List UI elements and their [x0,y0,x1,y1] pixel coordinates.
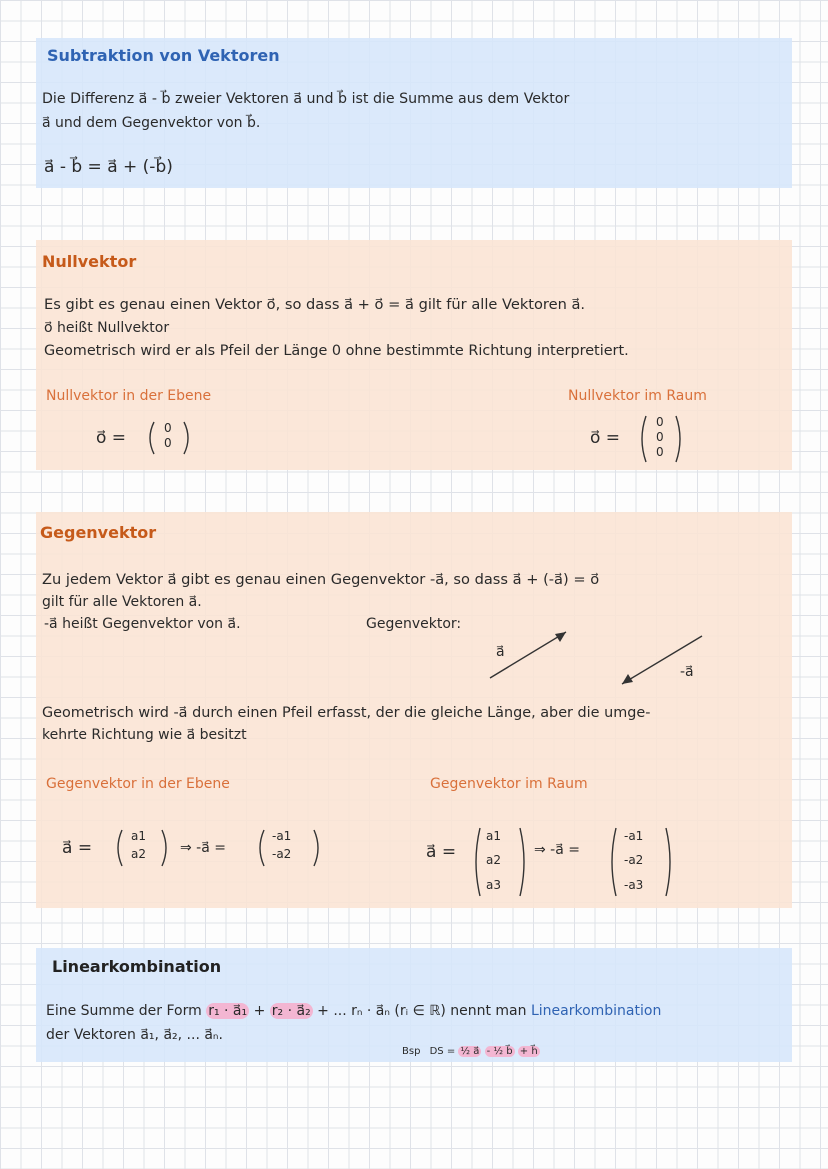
linear-line-2: der Vektoren a⃗₁, a⃗₂, ... a⃗ₙ. [46,1027,223,1043]
nullvektor-raum-zero-1: 0 [656,415,664,429]
nullvektor-line-2: o⃗ heißt Nullvektor [44,320,170,336]
linear-plus-1: + [253,1003,266,1019]
nullvektor-raum-zero-3: 0 [656,445,664,459]
gegenvektor-line-1: Zu jedem Vektor a⃗ gibt es genau einen Gegenvektor -a⃗, so dass a⃗ + (-a⃗) = o⃗ [42,571,600,588]
nullvektor-raum-label: Nullvektor im Raum [568,388,707,404]
linear-example-term-1: ½ a⃗ [460,1046,480,1057]
gegenvektor-title: Gegenvektor [40,523,157,542]
nullvektor-ebene-lhs: o⃗ = [96,428,127,448]
right-paren [314,830,318,866]
linear-term-2: r₂ · a⃗₂ [271,1003,311,1019]
right-paren [676,416,680,462]
linear-example-term-2: - ½ b⃗ [486,1046,513,1057]
subtraktion-line-1: Die Differenz a⃗ - b⃗ zweier Vektoren a⃗ und b⃗ ist die Summe aus dem Vektor [42,91,570,107]
gegenvektor-raum-implies: ⇒ -a⃗ = [534,842,580,858]
left-paren [118,830,122,866]
nullvektor-ebene-zero-1: 0 [164,421,172,435]
subtraktion-title: Subtraktion von Vektoren [47,46,280,65]
gegenvektor-ebene-m-a1: -a1 [272,829,292,843]
gegenvektor-ebene-a1: a1 [131,829,146,843]
gegenvektor-raum-a3: a3 [486,878,501,892]
right-paren [162,830,166,866]
gegenvektor-ebene-label: Gegenvektor in der Ebene [46,776,230,792]
gegenvektor-arrow-minus-a-label: -a⃗ [680,664,694,680]
nullvektor-raum-lhs: o⃗ = [590,428,621,448]
linear-dots: + ... [317,1003,347,1019]
subtraktion-formula: a⃗ - b⃗ = a⃗ + (-b⃗) [44,157,173,177]
gegenvektor-arrow-a-label: a⃗ [496,644,505,660]
gegenvektor-ebene-implies: ⇒ -a⃗ = [180,840,226,856]
gegenvektor-line-4: Geometrisch wird -a⃗ durch einen Pfeil erfasst, der die gleiche Länge, aber die umge- [42,705,651,721]
gegenvektor-raum-m-a2: -a2 [624,853,644,867]
linear-example [402,1046,540,1057]
gegenvektor-ebene-a-eq: a⃗ = [62,838,93,858]
right-paren [666,828,670,896]
gegenvektor-line-5: kehrte Richtung wie a⃗ besitzt [42,727,247,743]
gegenvektor-raum-a-eq: a⃗ = [426,842,457,862]
right-paren [184,422,188,454]
linear-line-1-post: rₙ · a⃗ₙ (rᵢ ∈ ℝ) nennt man [351,1003,527,1019]
nullvektor-ebene-zero-2: 0 [164,436,172,450]
nullvektor-line-1: Es gibt es genau einen Vektor o⃗, so dass a⃗ + o⃗ = a⃗ gilt für alle Vektoren a⃗. [44,296,586,313]
linear-term-1: r₁ · a⃗₁ [208,1003,248,1019]
nullvektor-ebene-label: Nullvektor in der Ebene [46,388,212,404]
linear-example-term-3: + h⃗ [519,1046,538,1057]
gegenvektor-ebene-a2: a2 [131,847,146,861]
gegenvektor-label: Gegenvektor: [366,616,462,632]
linear-example-ds: DS = [429,1046,456,1057]
nullvektor-title: Nullvektor [42,252,137,271]
linear-line-1-pre: Eine Summe der Form [46,1003,202,1019]
left-paren [476,828,480,896]
left-paren [260,830,264,866]
right-paren [520,828,524,896]
linear-example-bsp: Bsp [402,1046,421,1057]
gegenvektor-ebene-m-a2: -a2 [272,847,292,861]
left-paren [642,416,646,462]
linear-line-1 [46,1003,661,1019]
subtraktion-line-2: a⃗ und dem Gegenvektor von b⃗. [42,115,261,131]
left-paren [150,422,154,454]
linear-title: Linearkombination [52,957,222,976]
left-paren [612,828,616,896]
gegenvektor-raum-a2: a2 [486,853,501,867]
linear-keyword: Linearkombination [530,1003,662,1019]
gegenvektor-arrows [480,622,720,692]
nullvektor-raum-zero-2: 0 [656,430,664,444]
gegenvektor-line-3: -a⃗ heißt Gegenvektor von a⃗. [44,616,241,632]
gegenvektor-raum-label: Gegenvektor im Raum [430,776,588,792]
gegenvektor-line-2: gilt für alle Vektoren a⃗. [42,594,202,610]
gegenvektor-raum-a1: a1 [486,829,501,843]
gegenvektor-raum-m-a1: -a1 [624,829,644,843]
nullvektor-line-3: Geometrisch wird er als Pfeil der Länge 0 ohne bestimmte Richtung interpretiert. [44,343,629,359]
gegenvektor-raum-m-a3: -a3 [624,878,644,892]
